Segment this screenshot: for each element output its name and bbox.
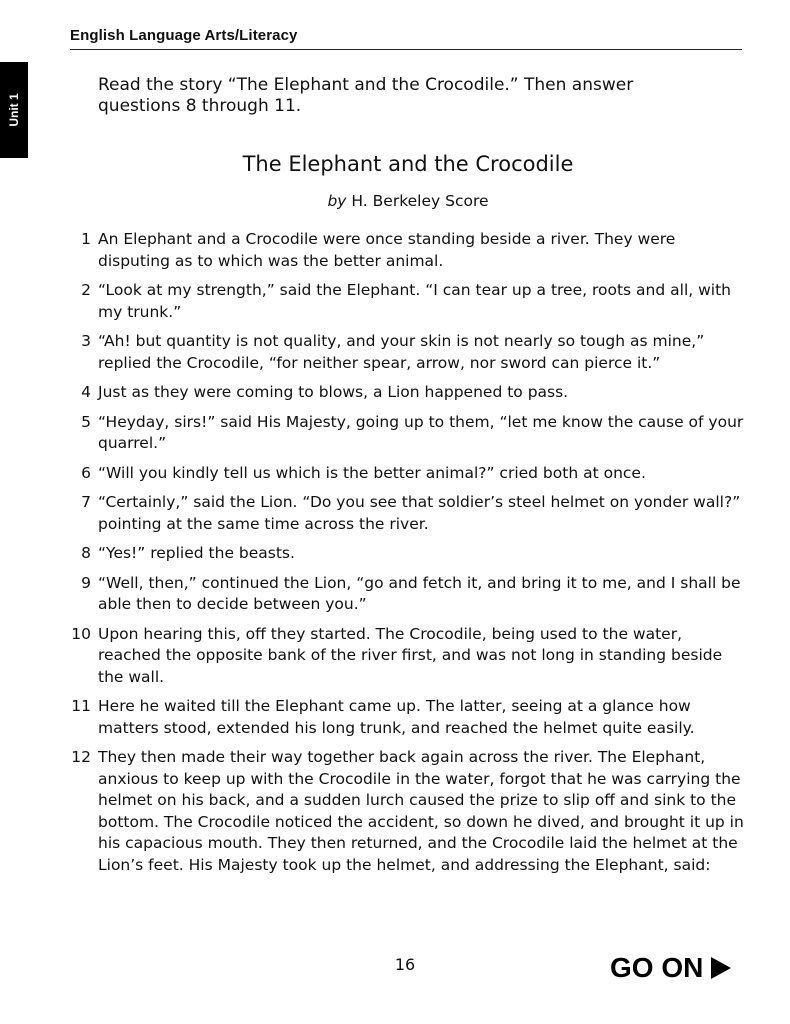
paragraph xyxy=(60,463,746,485)
unit-tab-label: Unit 1 xyxy=(7,93,21,127)
paragraph-text: An Elephant and a Crocodile were once standing beside a river. They were disputing as to which was the better animal. xyxy=(98,230,676,270)
paragraph xyxy=(60,696,746,739)
author-name: H. Berkeley Score xyxy=(351,192,489,210)
paragraph-text: “Well, then,” continued the Lion, “go and fetch it, and bring it to me, and I shall be able then to decide between you.” xyxy=(98,573,741,613)
paragraph xyxy=(60,382,746,404)
paragraph-number: 2 xyxy=(81,281,91,299)
paragraph xyxy=(60,624,746,689)
paragraph-number: 10 xyxy=(71,624,91,643)
go-on-indicator xyxy=(610,952,731,984)
paragraph xyxy=(60,412,746,455)
byline-prefix: by xyxy=(327,192,347,210)
paragraph-number: 1 xyxy=(81,230,91,248)
paragraph-text: They then made their way together back again across the river. The Elephant, anxious to keep up with the Crocodile in the water, forgot that he was carrying the helmet on his back, and a sudden lurch caused the prize to slip off and sink to the bottom. The Crocodile noticed the accident, so down he dived, and brought it up in his capacious mouth. They then returned, and the Crocodile laid the helmet at the Lion’s feet. His Majesty took up the helmet, and addressing the Elephant, said: xyxy=(98,748,744,874)
story-title: The Elephant and the Crocodile xyxy=(242,152,574,176)
paragraph-text: “Look at my strength,” said the Elephant. “I can tear up a tree, roots and all, with my trunk.” xyxy=(98,281,731,321)
paragraph xyxy=(60,543,746,565)
unit-tab xyxy=(0,62,28,158)
paragraph xyxy=(60,573,746,616)
paragraph-number: 3 xyxy=(81,332,91,350)
paragraph xyxy=(60,331,746,374)
right-triangle-arrow-icon xyxy=(711,957,731,979)
paragraph-text: Here he waited till the Elephant came up. The latter, seeing at a glance how matters stood, extended his long trunk, and reached the helmet quite easily. xyxy=(98,697,695,737)
header-title: English Language Arts/Literacy xyxy=(70,27,298,44)
story-body xyxy=(60,229,746,884)
paragraph-number: 11 xyxy=(71,697,91,715)
paragraph-number: 5 xyxy=(81,412,91,431)
paragraph-text: “Yes!” replied the beasts. xyxy=(98,544,295,562)
paragraph-number: 6 xyxy=(81,463,91,482)
paragraph xyxy=(60,492,746,535)
paragraph xyxy=(60,280,746,323)
go-on-label: GO ON xyxy=(610,952,704,983)
paragraph-number: 7 xyxy=(81,493,91,511)
paragraph-number: 9 xyxy=(81,573,91,592)
paragraph-text: “Heyday, sirs!” said His Majesty, going up to them, “let me know the cause of your quarrel.” xyxy=(98,412,744,452)
paragraph-text: “Will you kindly tell us which is the better animal?” cried both at once. xyxy=(98,463,646,482)
page-header xyxy=(70,27,742,50)
paragraph xyxy=(60,747,746,876)
paragraph-text: Upon hearing this, off they started. The Crocodile, being used to the water, reached the opposite bank of the river first, and was not long in standing beside the wall. xyxy=(98,624,723,686)
paragraph-number: 8 xyxy=(81,544,91,562)
paragraph-text: “Certainly,” said the Lion. “Do you see that soldier’s steel helmet on yonder wall?” pointing at the same time across the river. xyxy=(98,493,741,533)
instructions: Read the story “The Elephant and the Crocodile.” Then answer questions 8 through 11. xyxy=(98,75,634,116)
paragraph xyxy=(60,229,746,272)
byline xyxy=(98,191,718,211)
paragraph-text: Just as they were coming to blows, a Lion happened to pass. xyxy=(98,383,569,401)
paragraph-number: 12 xyxy=(71,748,91,766)
paragraph-number: 4 xyxy=(81,383,91,401)
page-number: 16 xyxy=(394,955,416,974)
paragraph-text: “Ah! but quantity is not quality, and your skin is not nearly so tough as mine,” replied the Crocodile, “for neither spear, arrow, nor sword can pierce it.” xyxy=(98,332,705,372)
